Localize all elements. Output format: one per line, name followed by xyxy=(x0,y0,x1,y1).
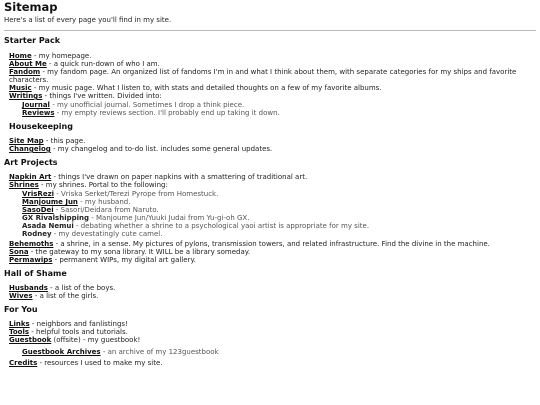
link-journal[interactable]: Journal xyxy=(22,101,50,109)
link-reviews[interactable]: Reviews xyxy=(22,109,55,117)
item-description: - a quick run-down of who I am. xyxy=(46,60,160,68)
item-description: - neighbors and fanlistings! xyxy=(29,320,128,328)
link-wives[interactable]: Wives xyxy=(9,292,33,300)
link-guestbook-archives[interactable]: Guestbook Archives xyxy=(22,348,101,356)
list-item xyxy=(9,173,536,181)
list-item xyxy=(9,92,536,117)
item-description: - a list of the girls. xyxy=(32,292,99,300)
housekeeping-list xyxy=(4,137,536,153)
shrine-name-asada-nemui: Asada Nemui xyxy=(22,222,74,230)
list-item xyxy=(22,206,536,214)
item-description: - things I've drawn on paper napkins with a smattering of traditional art. xyxy=(51,173,308,181)
link-shrines[interactable]: Shrines xyxy=(9,181,39,189)
page-title: Sitemap xyxy=(4,0,58,14)
starter-pack-list xyxy=(4,52,536,117)
item-description: - my husband. xyxy=(77,198,131,206)
item-description: - the gateway to my sona library. It WILL be a library someday. xyxy=(28,248,251,256)
link-vrisrezi[interactable]: VrisRezi xyxy=(22,190,55,198)
link-manjoume-jun[interactable]: Manjoume Jun xyxy=(22,198,78,206)
list-item xyxy=(22,222,536,230)
link-writings[interactable]: Writings xyxy=(9,92,43,100)
list-item xyxy=(22,101,536,109)
link-permawips[interactable]: Permawips xyxy=(9,256,53,264)
link-sasodei[interactable]: SasoDei xyxy=(22,206,54,214)
writings-sublist xyxy=(9,101,536,117)
item-description: (offsite) - my guestbook! xyxy=(51,336,141,344)
guestbook-sublist xyxy=(9,348,536,356)
list-item xyxy=(9,359,536,367)
section-heading-housekeeping: Housekeeping xyxy=(9,122,73,131)
link-guestbook[interactable]: Guestbook xyxy=(9,336,52,344)
art-projects-list xyxy=(4,173,536,264)
list-item xyxy=(9,320,536,328)
link-sona[interactable]: Sona xyxy=(9,248,29,256)
item-description: - permanent WIPs, my digital art gallery. xyxy=(52,256,196,264)
list-item xyxy=(9,137,536,145)
item-description: - a list of the boys. xyxy=(47,284,116,292)
list-item xyxy=(9,84,536,92)
link-home[interactable]: Home xyxy=(9,52,32,60)
link-music[interactable]: Music xyxy=(9,84,32,92)
list-item xyxy=(9,284,536,292)
item-description: - Manjoume Jun/Yuuki Judai from Yu-gi-oh GX. xyxy=(89,214,250,222)
shrines-sublist xyxy=(9,190,536,238)
item-description: - resources I used to make my site. xyxy=(37,359,163,367)
item-description: - my fandom page. An organized list of fandoms I'm in and what I think about them, with separate categories for my ships and favorite characters. xyxy=(9,68,517,84)
list-item xyxy=(22,230,536,238)
item-description: - my changelog and to-do list. includes some general updates. xyxy=(50,145,273,153)
section-heading-hall-of-shame: Hall of Shame xyxy=(4,269,67,278)
item-description: - helpful tools and tutorials. xyxy=(29,328,128,336)
link-credits[interactable]: Credits xyxy=(9,359,38,367)
item-description: - a shrine, in a sense. My pictures of pylons, transmission towers, and related infrastructure. Find the divine in the machine. xyxy=(53,240,490,248)
section-heading-for-you: For You xyxy=(4,305,38,314)
link-behemoths[interactable]: Behemoths xyxy=(9,240,54,248)
link-links[interactable]: Links xyxy=(9,320,30,328)
item-description: - this page. xyxy=(43,137,86,145)
divider xyxy=(4,30,536,31)
link-napkin-art[interactable]: Napkin Art xyxy=(9,173,52,181)
shrine-name-gx-rivalshipping: GX Rivalshipping xyxy=(22,214,90,222)
for-you-list xyxy=(4,320,536,367)
list-item xyxy=(22,109,536,117)
list-item xyxy=(22,198,536,206)
list-item xyxy=(9,240,536,248)
link-changelog[interactable]: Changelog xyxy=(9,145,51,153)
link-about-me[interactable]: About Me xyxy=(9,60,47,68)
list-item xyxy=(9,336,536,356)
item-description: - my homepage. xyxy=(31,52,92,60)
shrine-name-rodney: Rodney xyxy=(22,230,52,238)
list-item xyxy=(9,52,536,60)
item-description: - Vriska Serket/Terezi Pyrope from Homestuck. xyxy=(54,190,219,198)
section-heading-art-projects: Art Projects xyxy=(4,158,58,167)
list-item xyxy=(22,214,536,222)
page-intro: Here's a list of every page you'll find in my site. xyxy=(4,16,172,24)
hall-of-shame-list xyxy=(4,284,536,300)
list-item xyxy=(22,190,536,198)
item-description: - an archive of my 123guestbook xyxy=(100,348,219,356)
list-item xyxy=(9,68,536,84)
item-description: - my devestatingly cute camel. xyxy=(51,230,163,238)
list-item xyxy=(9,145,536,153)
item-description: - my unofficial journal. Sometimes I drop a think piece. xyxy=(49,101,245,109)
item-description: - Sasori/Deidara from Naruto. xyxy=(53,206,159,214)
link-fandom[interactable]: Fandom xyxy=(9,68,41,76)
item-description: - my empty reviews section. I'll probably end up taking it down. xyxy=(54,109,280,117)
link-husbands[interactable]: Husbands xyxy=(9,284,48,292)
link-tools[interactable]: Tools xyxy=(9,328,30,336)
list-item xyxy=(9,60,536,68)
item-description: - my music page. What I listen to, with stats and detailed thoughts on a few of my favorite albums. xyxy=(31,84,382,92)
item-description: - my shrines. Portal to the following: xyxy=(38,181,168,189)
list-item xyxy=(22,348,536,356)
item-description: - things I've written. Divided into: xyxy=(42,92,162,100)
list-item xyxy=(9,328,536,336)
section-heading-starter-pack: Starter Pack xyxy=(4,36,61,45)
item-description: - debating whether a shrine to a psychological yaoi artist is appropriate for my site. xyxy=(73,222,370,230)
list-item xyxy=(9,292,536,300)
list-item xyxy=(9,256,536,264)
link-site-map[interactable]: Site Map xyxy=(9,137,44,145)
list-item xyxy=(9,248,536,256)
list-item xyxy=(9,181,536,238)
